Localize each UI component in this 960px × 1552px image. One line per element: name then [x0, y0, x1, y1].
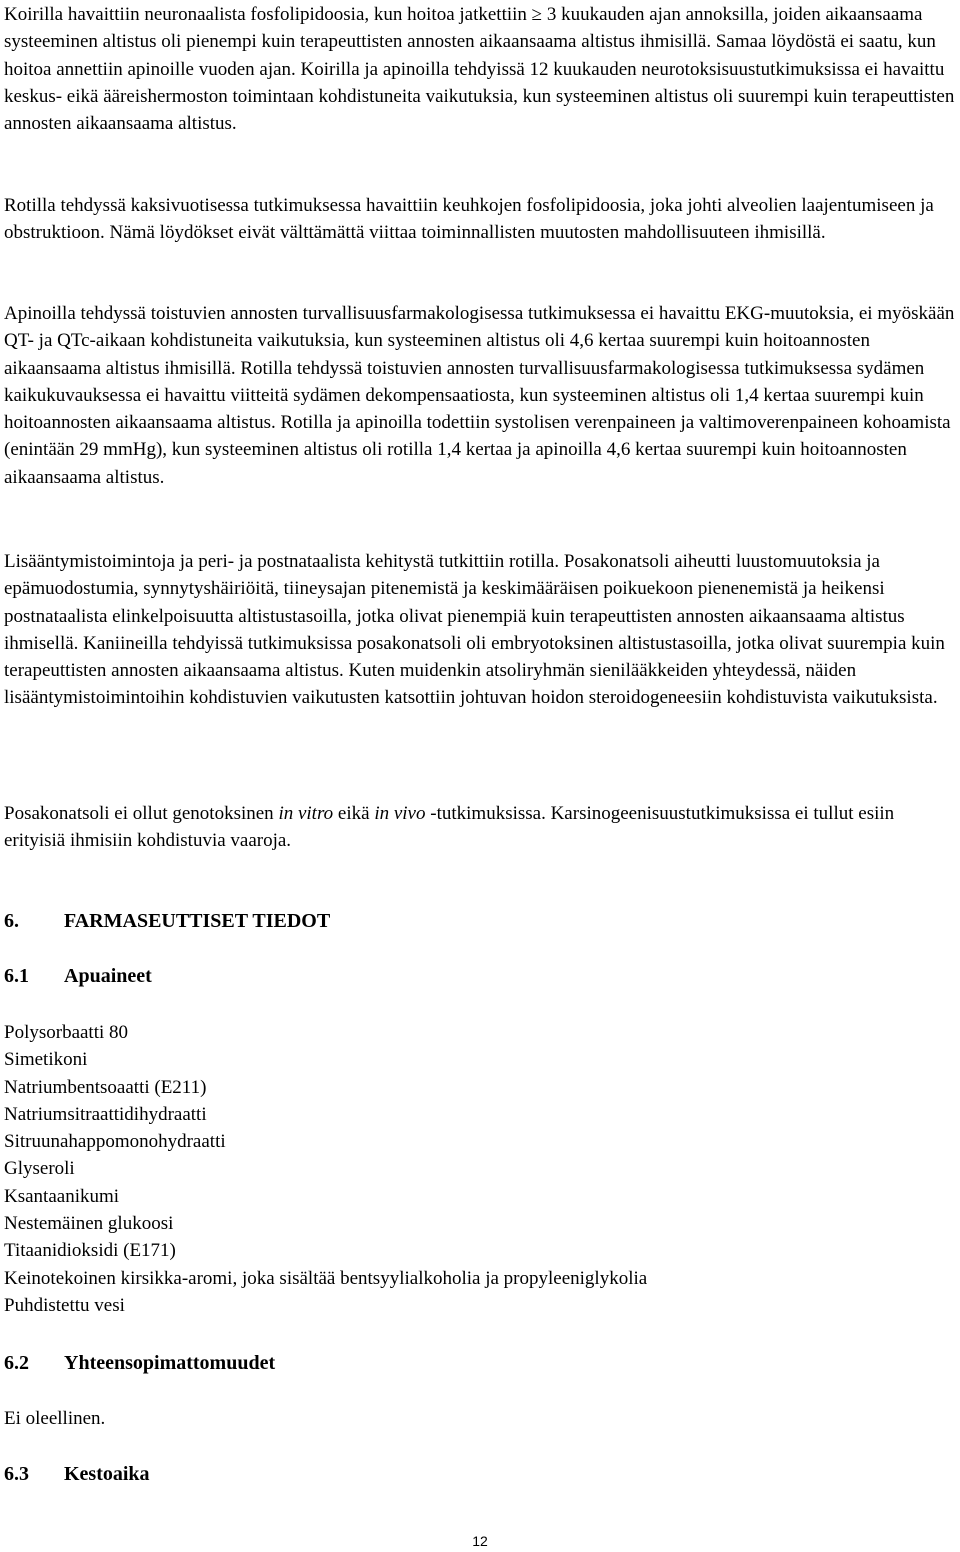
section-6-2-text: Ei oleellinen.: [4, 1408, 106, 1429]
paragraph-cardiac: Apinoilla tehdyssä toistuvien annosten turvallisuusfarmakologisessa tutkimuksessa ei havaittu EKG-muutoksia, ei myöskään QT- ja QTc-aikaan kohdistuneita vaikutuksia, kun systeeminen altistus oli 4,6 kertaa suurempi kuin hoitoannosten aikaansaama altistus ihmisillä. Rotilla tehdyssä toistuvien annosten turvallisuusfarmakologisessa tutkimuksessa sydämen kaikukuvauksessa ei havaittu viitteitä sydämen dekompensaatiosta, kun systeeminen altistus oli 1,4 kertaa suurempi kuin hoitoannosten aikaansaama altistus. Rotilla ja apinoilla todettiin systolisen verenpaineen ja valtimoverenpaineen kohoamista (enintään 29 mmHg), kun systeeminen altistus oli rotilla 1,4 kertaa ja apinoilla 4,6 kertaa suurempi kuin hoitoannosten aikaansaama altistus.: [4, 303, 955, 488]
section-6-2-heading: 6.2 Yhteensopimattomuudet: [4, 1352, 276, 1374]
excipient-item: Keinotekoinen kirsikka-aromi, joka sisältää bentsyylialkoholia ja propyleeniglykolia: [4, 1267, 648, 1289]
section-6-1-heading: 6.1 Apuaineet: [4, 965, 152, 987]
page-number: 12: [472, 1533, 488, 1549]
in-vitro-text: in vitro: [278, 803, 334, 824]
paragraph-reproductive: Lisääntymistoimintoja ja peri- ja postnataalista kehitystä tutkittiin rotilla. Posakonatsoli aiheutti luustomuutoksia ja epämuodostumia, synnytyshäiriöitä, tiineysajan pitenemistä ja keskimääräisen poikuekoon pienenemistä ja heikensi postnataalista elinkelpoisuutta altistustasoilla, jotka olivat pienempiä kuin terapeuttisten annosten aikaansaama altistus ihmisellä. Kaniineilla tehdyissä tutkimuksissa posakonatsoli oli embryotoksinen altistustasoilla, jotka olivat suurempia kuin terapeuttisten annosten aikaansaama altistus. Kuten muidenkin atsoliryhmän sienilääkkeiden yhteydessä, näiden lisääntymistoimintoihin kohdistuvien vaikutusten katsottiin johtuvan hoidon steroidogeneesiin kohdistuvista vaikutuksista.: [4, 551, 945, 709]
excipient-item: Simetikoni: [4, 1049, 88, 1071]
excipient-item: Puhdistettu vesi: [4, 1294, 125, 1316]
in-vivo-text: in vivo: [374, 803, 426, 824]
paragraph-pulmonary: Rotilla tehdyssä kaksivuotisessa tutkimuksessa havaittiin keuhkojen fosfolipidoosia, joka johti alveolien laajentumiseen ja obstruktioon. Nämä löydökset eivät välttämättä viittaa toiminnallisten muutosten mahdollisuuteen ihmisillä.: [4, 195, 934, 244]
excipient-item: Nestemäinen glukoosi: [4, 1213, 174, 1235]
excipient-item: Glyseroli: [4, 1158, 75, 1180]
paragraph-genotoxicity: Posakonatsoli ei ollut genotoksinen in vitro eikä in vivo -tutkimuksissa. Karsinogeenisuustutkimuksissa ei tullut esiin erityisiä ihmisiin kohdistuvia vaaroja.: [4, 803, 895, 852]
section-6-heading: 6. FARMASEUTTISET TIEDOT: [4, 910, 331, 932]
excipient-item: Ksantaanikumi: [4, 1185, 120, 1207]
paragraph-neurotoxicity: Koirilla havaittiin neuronaalista fosfolipidoosia, kun hoitoa jatkettiin ≥ 3 kuukauden ajan annoksilla, joiden aikaansaama systeeminen altistus oli pienempi kuin terapeuttisten annosten aikaansaama altistus ihmisillä. Samaa löydöstä ei saatu, kun hoitoa annettiin apinoille vuoden ajan. Koirilla ja apinoilla tehdyissä 12 kuukauden neurotoksisuustutkimuksissa ei havaittu keskus- eikä ääreishermoston toimintaan kohdistuneita vaikutuksia, kun systeeminen altistus oli suurempi kuin terapeuttisten annosten aikaansaama altistus.: [4, 4, 955, 135]
excipient-item: Natriumbentsoaatti (E211): [4, 1076, 207, 1098]
excipient-item: Titaanidioksidi (E171): [4, 1240, 176, 1262]
excipient-list: [4, 1019, 647, 1319]
excipient-item: Sitruunahappomonohydraatti: [4, 1131, 226, 1153]
section-6-3-heading: 6.3 Kestoaika: [4, 1463, 150, 1485]
excipient-item: Natriumsitraattidihydraatti: [4, 1103, 207, 1125]
excipient-item: Polysorbaatti 80: [4, 1022, 129, 1043]
